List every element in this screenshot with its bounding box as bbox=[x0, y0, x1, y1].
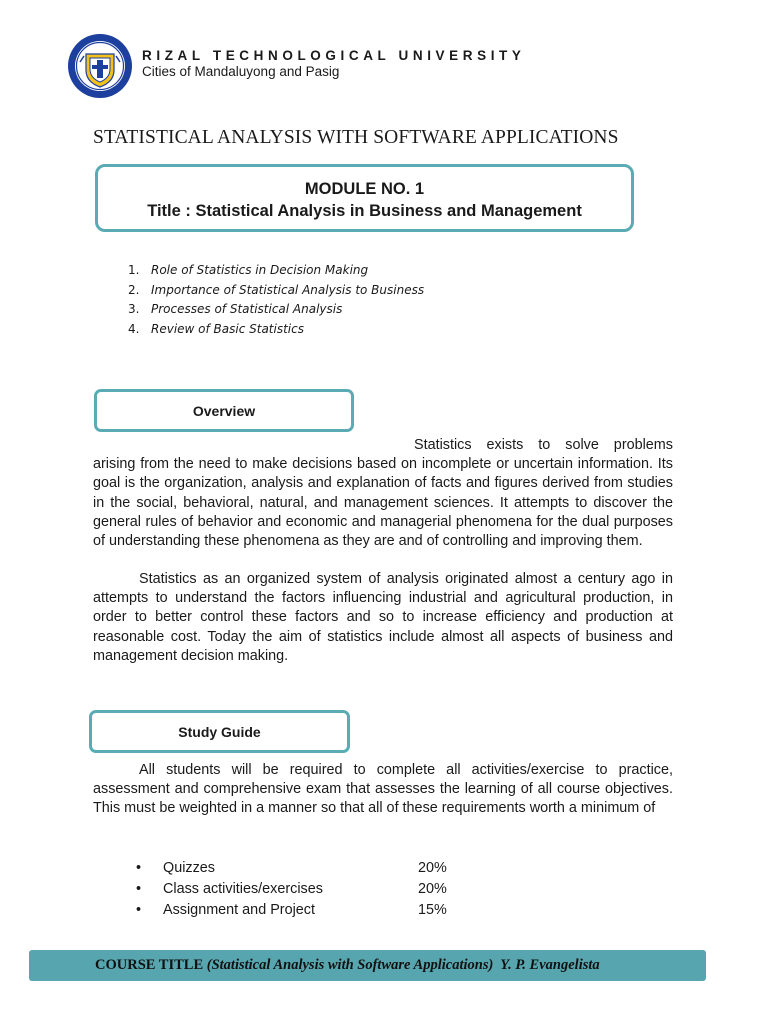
bullet: • bbox=[136, 860, 142, 876]
university-name: RIZAL TECHNOLOGICAL UNIVERSITY bbox=[142, 48, 526, 63]
topic-number: 1. bbox=[128, 263, 140, 277]
bullet: • bbox=[136, 902, 142, 918]
requirement-label: Class activities/exercises bbox=[163, 881, 323, 897]
overview-paragraph-2: Statistics as an organized system of analysis originated almost a century ago in attempts to understand the factors influencing industrial and agricultural production, in order to better control these factors and so to increase efficiency and production at reasonable cost. Today the aim of statistics include almost all aspects of business and management decision making. bbox=[93, 571, 673, 664]
study-guide-heading-box bbox=[89, 710, 350, 753]
overview-paragraph-1: Statistics exists to solve problems arising from the need to make decisions based on incomplete or uncertain information. Its goal is the organization, analysis and explanation of facts and figures derived from studies in the social, behavioral, natural, and management sciences. It attempts to discover the general rules of behavior and economic and managerial phenomena for the dual purposes of understanding these phenomena as they are and of controlling and improving them. bbox=[93, 437, 673, 550]
module-title: Title : Statistical Analysis in Business and Management bbox=[147, 202, 582, 220]
overview-heading: Overview bbox=[192, 402, 256, 419]
topic-item bbox=[128, 301, 424, 321]
topic-number: 2. bbox=[128, 282, 140, 297]
study-guide-heading: Study Guide bbox=[178, 723, 261, 740]
requirement-label: Assignment and Project bbox=[163, 902, 315, 918]
topic-item bbox=[128, 282, 424, 302]
study-guide-paragraph: All students will be required to complete all activities/exercise to practice, assessment and comprehensive exam that assesses the learning of all course objectives. This must be weighted in a manner so that all of these requirements worth a minimum of bbox=[93, 762, 673, 817]
university-seal-icon bbox=[66, 32, 134, 100]
course-heading: STATISTICAL ANALYSIS WITH SOFTWARE APPLICATIONS bbox=[93, 127, 619, 148]
footer-bar bbox=[29, 950, 706, 981]
bullet: • bbox=[136, 881, 142, 897]
requirement-percent: 20% bbox=[418, 860, 447, 876]
module-box bbox=[95, 164, 634, 232]
requirement-percent: 15% bbox=[418, 902, 447, 918]
topic-item bbox=[128, 321, 424, 341]
topic-number: 3. bbox=[128, 302, 140, 316]
requirement-item bbox=[136, 858, 458, 879]
university-cities: Cities of Mandaluyong and Pasig bbox=[142, 64, 340, 79]
requirement-label: Quizzes bbox=[163, 860, 215, 876]
footer-course-title: (Statistical Analysis with Software Applications) Y. P. Evangelista bbox=[206, 957, 600, 973]
requirement-item bbox=[136, 900, 458, 921]
topic-number: 4. bbox=[128, 321, 140, 336]
topic-text: Processes of Statistical Analysis bbox=[151, 302, 343, 316]
topic-text: Review of Basic Statistics bbox=[151, 321, 304, 336]
topic-text: Role of Statistics in Decision Making bbox=[151, 263, 369, 277]
module-number: MODULE NO. 1 bbox=[304, 180, 425, 198]
overview-heading-box bbox=[94, 389, 354, 432]
topic-item bbox=[128, 262, 424, 282]
topics-list bbox=[128, 262, 424, 340]
requirement-item bbox=[136, 879, 458, 900]
topic-text: Importance of Statistical Analysis to Business bbox=[151, 282, 425, 297]
requirements-list bbox=[136, 858, 458, 921]
footer-course-label: COURSE TITLE bbox=[95, 957, 207, 973]
requirement-percent: 20% bbox=[418, 881, 447, 897]
